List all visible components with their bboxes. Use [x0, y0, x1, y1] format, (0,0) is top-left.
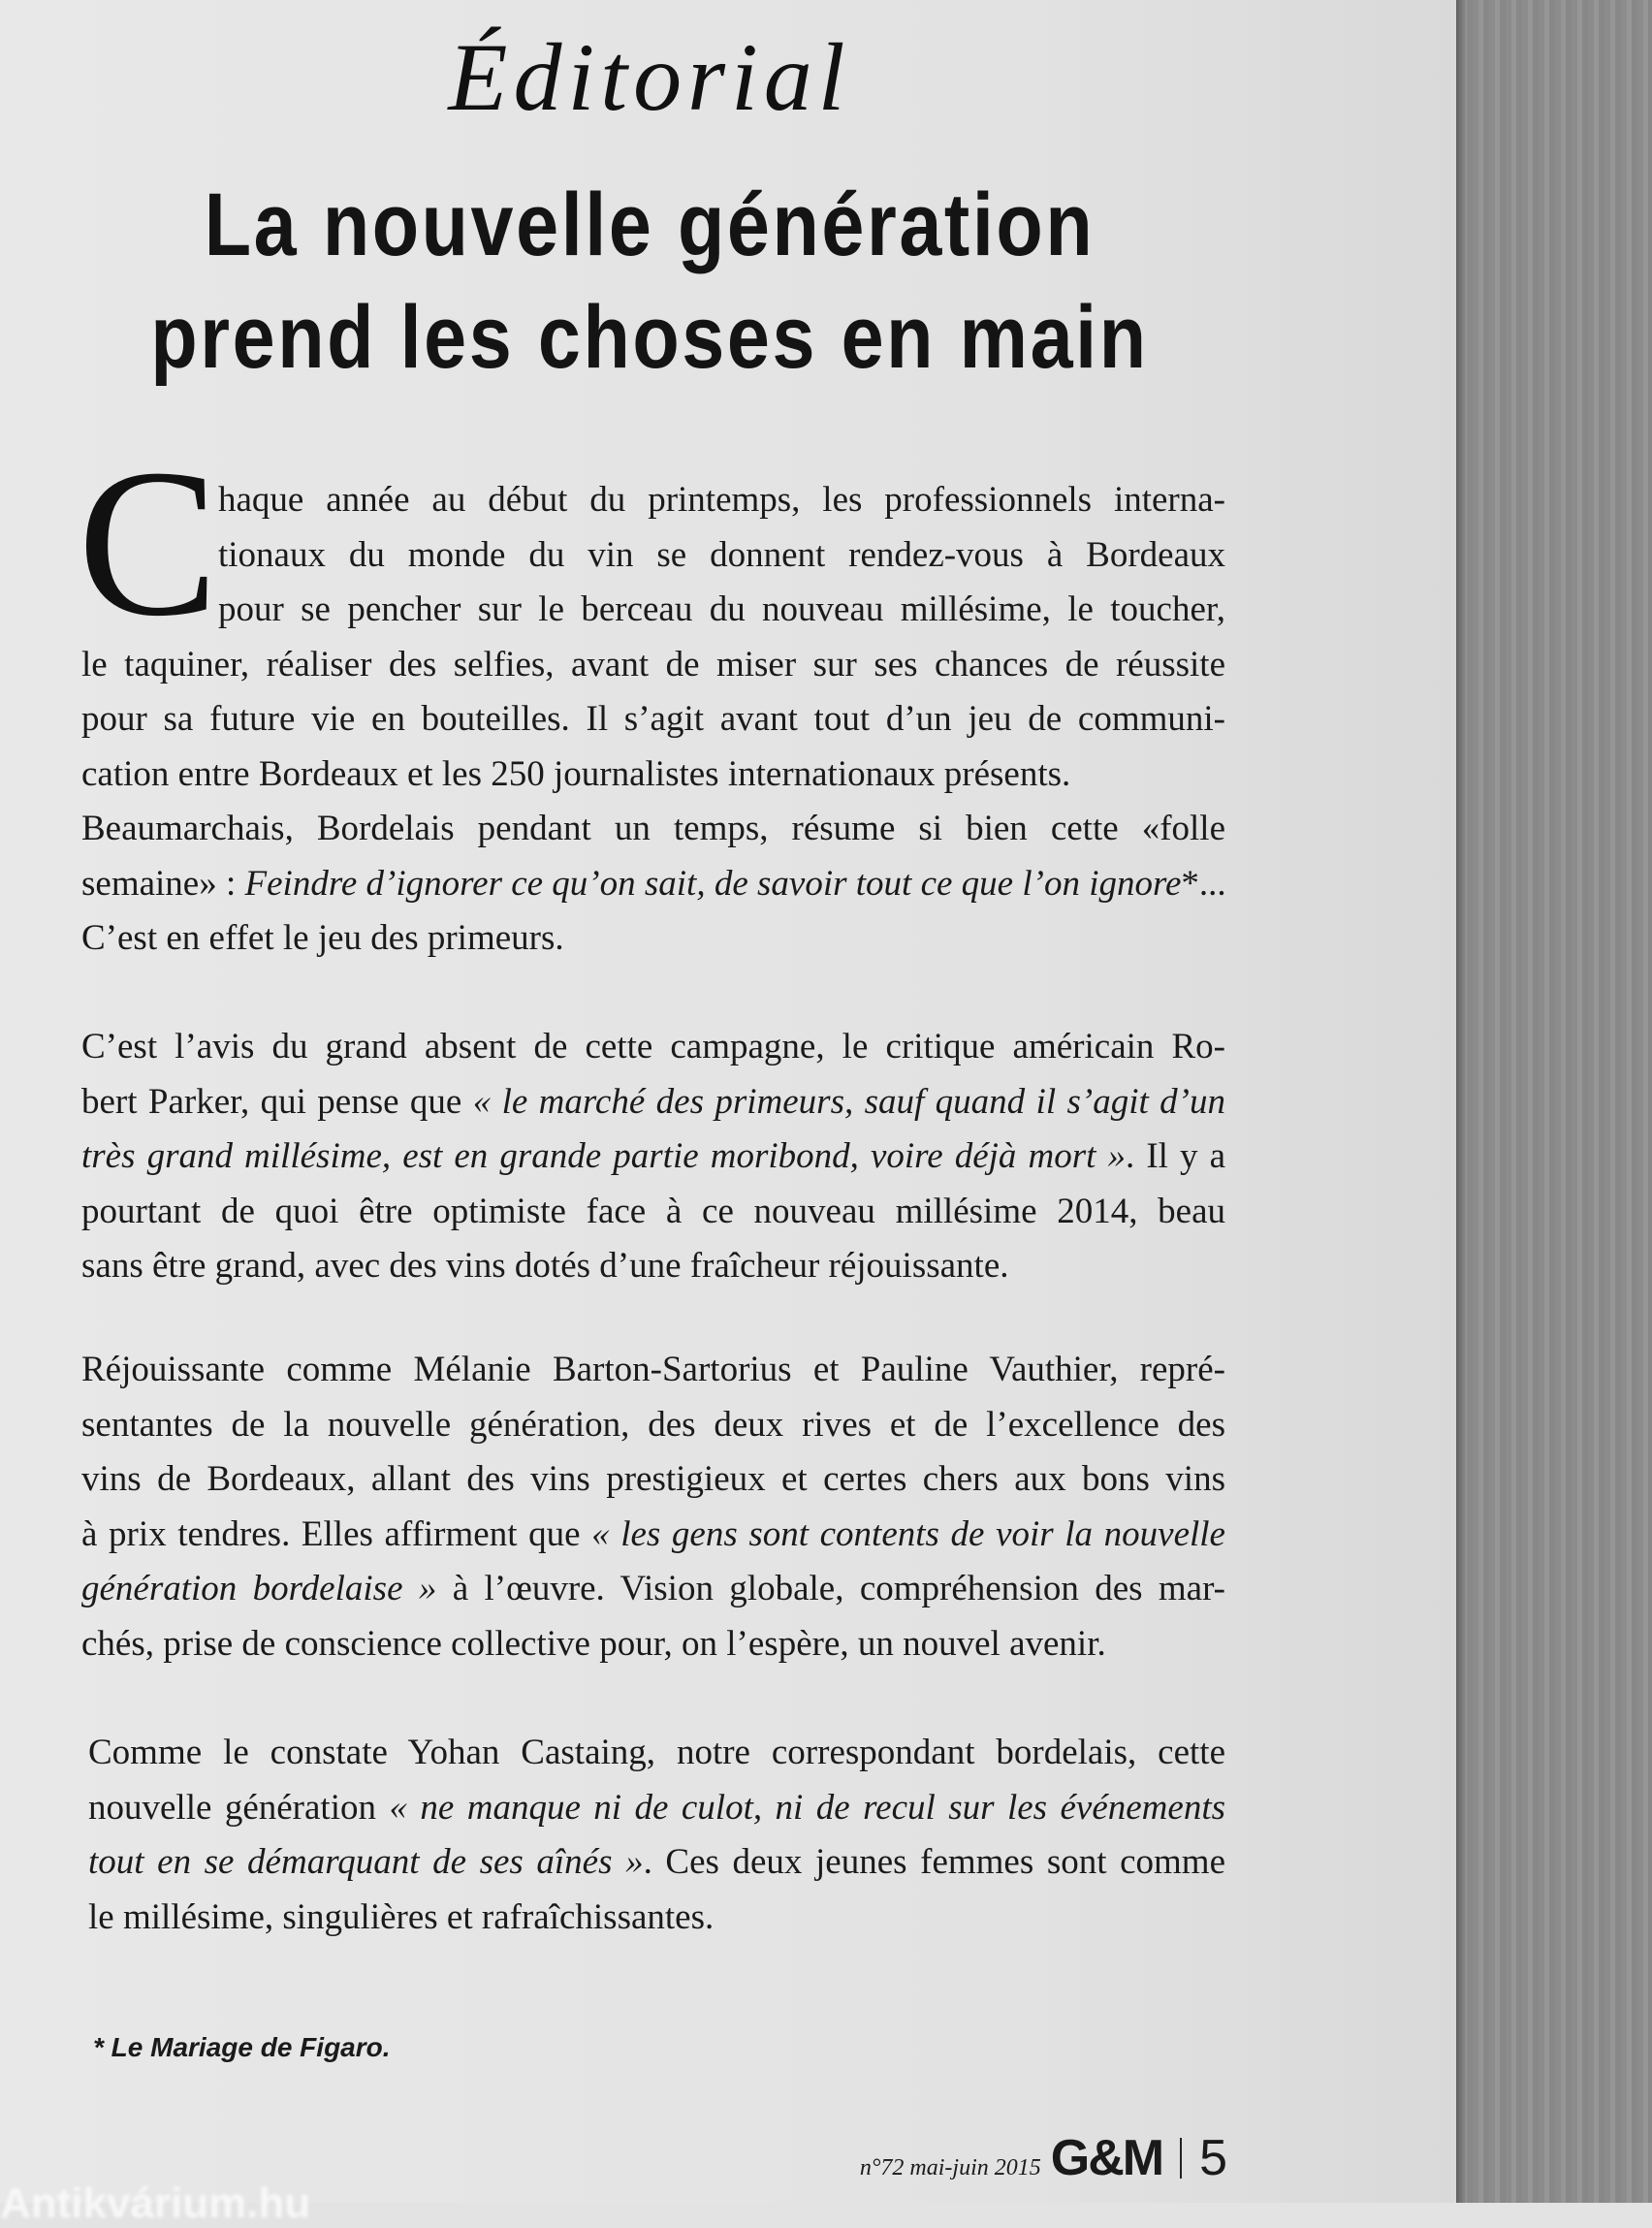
italic-quote: « les gens sont contents de voir la nouvelle [591, 1513, 1225, 1554]
text-line [81, 1020, 1225, 1075]
text-segment: *... [1181, 863, 1226, 904]
text-segment: pour se pencher sur le berceau du nouveau millésime, le toucher, [218, 589, 1225, 629]
drop-cap: C [78, 427, 219, 660]
text-line [81, 911, 1225, 967]
text-segment: à prix tendres. Elles affirment que [81, 1513, 592, 1554]
paragraph-2 [81, 1020, 1225, 1294]
text-segment: pour sa future vie en bouteilles. Il s’agit avant tout d’un jeu de communi- [81, 699, 1225, 739]
text-line [81, 1185, 1225, 1240]
text-line [81, 1617, 1225, 1672]
text-segment: chés, prise de conscience collective pour, on l’espère, un nouvel avenir. [81, 1623, 1106, 1664]
text-segment: pourtant de quoi être optimiste face à ce nouveau millésime 2014, beau [81, 1191, 1225, 1231]
magazine-logo: G&M [1050, 2130, 1163, 2186]
text-segment: sans être grand, avec des vins dotés d’une fraîcheur réjouissante. [81, 1246, 1009, 1286]
italic-quote: « le marché des primeurs, sauf quand il s’agit d’un [472, 1081, 1225, 1122]
text-line [81, 1343, 1225, 1398]
background-surface [1456, 0, 1652, 2203]
text-line [81, 1562, 1225, 1617]
text-segment: semaine» : [81, 863, 245, 904]
text-line [81, 1508, 1225, 1563]
italic-quote: très grand millésime, est en grande partie moribond, voire déjà mort » [81, 1136, 1126, 1176]
italic-quote: génération bordelaise » [81, 1569, 437, 1608]
text-segment: . Il y a [1125, 1136, 1226, 1176]
text-line [81, 473, 1225, 528]
text-segment: . Ces deux jeunes femmes sont comme [643, 1842, 1226, 1882]
paragraph-1 [81, 473, 1225, 967]
italic-quote: Feindre d’ignorer ce qu’on sait, de savoir tout ce que l’on ignore [244, 863, 1182, 904]
text-segment: vins de Bordeaux, allant des vins prestigieux et certes chers aux bons vins [81, 1459, 1225, 1499]
text-segment: sentantes de la nouvelle génération, des deux rives et de l’excellence des [81, 1404, 1225, 1445]
text-segment: C’est l’avis du grand absent de cette campagne, le critique américain Ro- [81, 1027, 1225, 1066]
text-segment: le millésime, singulières et rafraîchissantes. [88, 1896, 715, 1937]
issue-info: n°72 mai-juin 2015 [859, 2155, 1041, 2180]
text-segment: bert Parker, qui pense que [81, 1081, 473, 1122]
text-line [81, 1130, 1225, 1185]
text-line [81, 748, 1225, 803]
text-line [81, 802, 1225, 857]
text-line [81, 857, 1225, 912]
text-line [81, 1075, 1225, 1130]
text-segment: tionaux du monde du vin se donnent rendez-vous à Bordeaux [218, 534, 1225, 575]
paragraph-4 [88, 1726, 1225, 1945]
text-line [81, 583, 1225, 638]
headline-line-1: La nouvelle génération [204, 175, 1096, 274]
text-line [81, 1452, 1225, 1508]
section-kicker: Éditorial [448, 23, 851, 131]
italic-quote: « ne manque ni de culot, ni de recul sur les événements [389, 1787, 1225, 1828]
text-line [81, 692, 1225, 748]
text-segment: à l’œuvre. Vision globale, compréhension des mar- [436, 1569, 1226, 1608]
page-footer [860, 2129, 1227, 2187]
page-number: 5 [1199, 2130, 1227, 2186]
paragraph-3 [81, 1343, 1225, 1671]
footer-divider [1180, 2138, 1182, 2179]
text-segment: Comme le constate Yohan Castaing, notre correspondant bordelais, cette [88, 1733, 1225, 1772]
headline-line-2: prend les choses en main [150, 288, 1149, 387]
text-line [81, 1239, 1225, 1294]
italic-quote: tout en se démarquant de ses aînés » [88, 1842, 644, 1882]
text-line [88, 1891, 1225, 1946]
text-segment: nouvelle génération [88, 1787, 390, 1828]
text-segment: le taquiner, réaliser des selfies, avant de miser sur ses chances de réussite [81, 644, 1225, 684]
text-line [81, 638, 1225, 693]
footnote: * Le Mariage de Figaro. [93, 2032, 391, 2062]
text-line [81, 1398, 1225, 1453]
text-segment: Beaumarchais, Bordelais pendant un temps, résume si bien cette «folle [81, 809, 1225, 848]
text-line [88, 1781, 1225, 1836]
text-line [88, 1835, 1225, 1891]
text-line [81, 528, 1225, 584]
text-segment: Réjouissante comme Mélanie Barton-Sartorius et Pauline Vauthier, repré- [81, 1350, 1225, 1389]
text-segment: C’est en effet le jeu des primeurs. [81, 918, 564, 958]
text-line [88, 1726, 1225, 1781]
text-segment: cation entre Bordeaux et les 250 journalistes internationaux présents. [81, 753, 1071, 794]
text-segment: haque année au début du printemps, les professionnels interna- [218, 480, 1225, 520]
watermark: Antikvárium.hu [0, 2180, 311, 2227]
